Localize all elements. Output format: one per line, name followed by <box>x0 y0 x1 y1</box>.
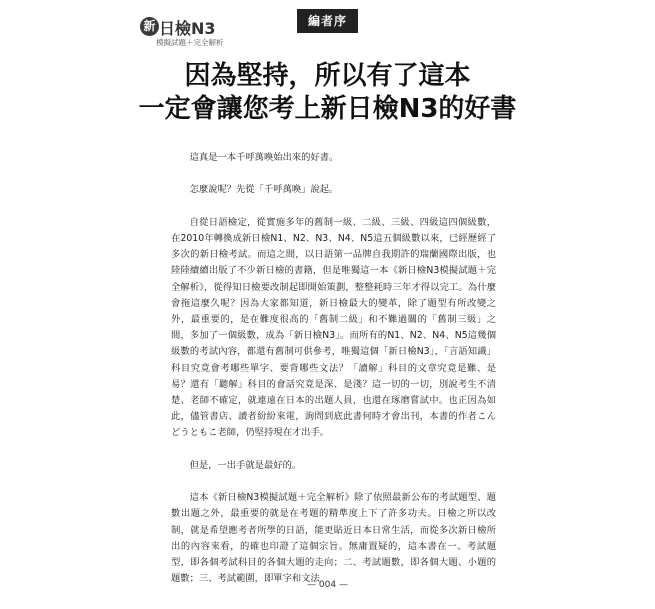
book-logo <box>140 16 270 50</box>
paragraph: 自從日語檢定，從實施多年的舊制一級、二級、三級、四級這四個級數，在2010年轉換成新日檢N1、N2、N3、N4、N5這五個級數以來，已經歷經了多次的新日檢考試。而這之間，以日語第一品牌自我期許的瑞蘭國際出版，也陸陸續續出版了不少新日檢的書籍，但是唯獨這一本《新日檢N3模擬試題＋完全解析》，從得知日檢要改制起即開始策劃，整整耗時三年才得以完工。為什麼會拖這麼久呢？因為大家都知道，新日檢最大的變革，除了題型有所改變之外，最重要的，是在難度很高的「舊制二級」和不難過關的「舊制三級」之間，多加了一個級數，成為「新日檢N3」。而所有的N1、N2、N4、N5這幾個級數的考試內容，都還有舊制可供參考，唯獨這個「新日檢N3」，「言語知識」科目究竟會考哪些單字、要背哪些文法？「讀解」科目的文章究竟是難、是易？還有「聽解」科目的會話究竟是深、是淺？這一切的一切，別說考生不清楚、老師不確定，就連遠在日本的出題人員，也還在琢磨嘗試中。也正因為如此，儘管書店、讀者紛紛來電，詢問到底此書何時才會出刊，本書的作者こんどうともこ老師，仍堅持現在才出手。 <box>171 216 496 439</box>
paragraph: 但是，一出手就是最好的。 <box>189 459 302 471</box>
body-text <box>171 150 496 604</box>
logo-mark: 新 <box>140 17 159 36</box>
paragraph: 怎麼說呢？先從「千呼萬喚」說起。 <box>189 184 339 196</box>
page-number: — 004 — <box>307 580 348 590</box>
headline-line-2: 一定會讓您考上新日檢N3的好書 <box>138 94 517 124</box>
paragraph: 這真是一本千呼萬喚始出來的好書。 <box>189 152 339 163</box>
headline-line-1: 因為堅持，所以有了這本 <box>184 61 471 91</box>
logo-subtitle: 模擬試題＋完全解析 <box>156 38 224 47</box>
logo-title: 日檢N3 <box>159 19 216 38</box>
paragraph: 這本《新日檢N3模擬試題＋完全解析》除了依照最新公布的考試題型、題數出題之外，最重要的就是在考題的精準度上下了許多功夫。日檢之所以改制，就是希望應考者所學的日語，能更貼近日本日常生活，而從多次新日檢所出的內容來看，的確也印證了這個宗旨。無庸置疑的，這本書在一、考試題型，即各個考試科目的各個大題的走向；二、考試題數，即各個大題、小題的題數；三、考試範圍，即單字和文法 <box>171 492 496 585</box>
section-tab: 編者序 <box>297 9 358 33</box>
